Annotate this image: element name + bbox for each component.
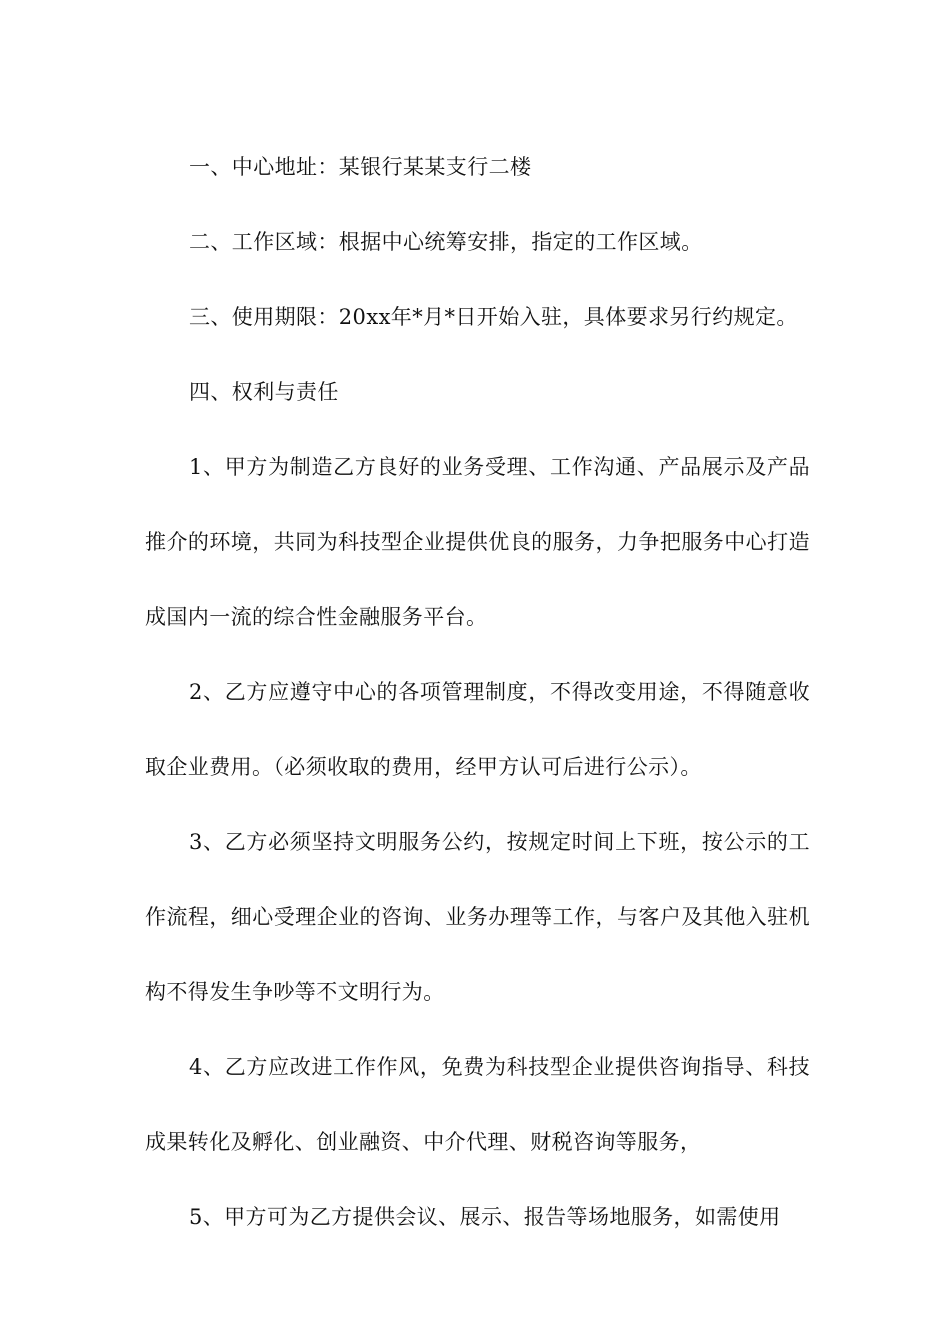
paragraph-center-address: 一、中心地址：某银行某某支行二楼: [189, 155, 532, 179]
paragraph-item-5: 5、甲方可为乙方提供会议、展示、报告等场地服务，如需使用: [189, 1205, 781, 1229]
document-body: [145, 130, 810, 1255]
paragraph-item-3: 3、乙方必须坚持文明服务公约，按规定时间上下班，按公示的工作流程，细心受理企业的咨询、业务办理等工作，与客户及其他入驻机构不得发生争吵等不文明行为。: [145, 830, 810, 1004]
paragraph-usage-period: 三、使用期限：20xx年*月*日开始入驻，具体要求另行约规定。: [189, 305, 798, 329]
paragraph-work-area: 二、工作区域：根据中心统筹安排，指定的工作区域。: [189, 230, 703, 254]
paragraph-item-4: 4、乙方应改进工作作风，免费为科技型企业提供咨询指导、科技成果转化及孵化、创业融资、中介代理、财税咨询等服务，: [145, 1055, 810, 1154]
paragraph-item-1: 1、甲方为制造乙方良好的业务受理、工作沟通、产品展示及产品推介的环境，共同为科技型企业提供优良的服务，力争把服务中心打造成国内一流的综合性金融服务平台。: [145, 455, 810, 629]
paragraph-rights-heading: 四、权利与责任: [189, 380, 339, 404]
paragraph-item-2: 2、乙方应遵守中心的各项管理制度，不得改变用途，不得随意收取企业费用。（必须收取的费用，经甲方认可后进行公示）。: [145, 680, 810, 779]
